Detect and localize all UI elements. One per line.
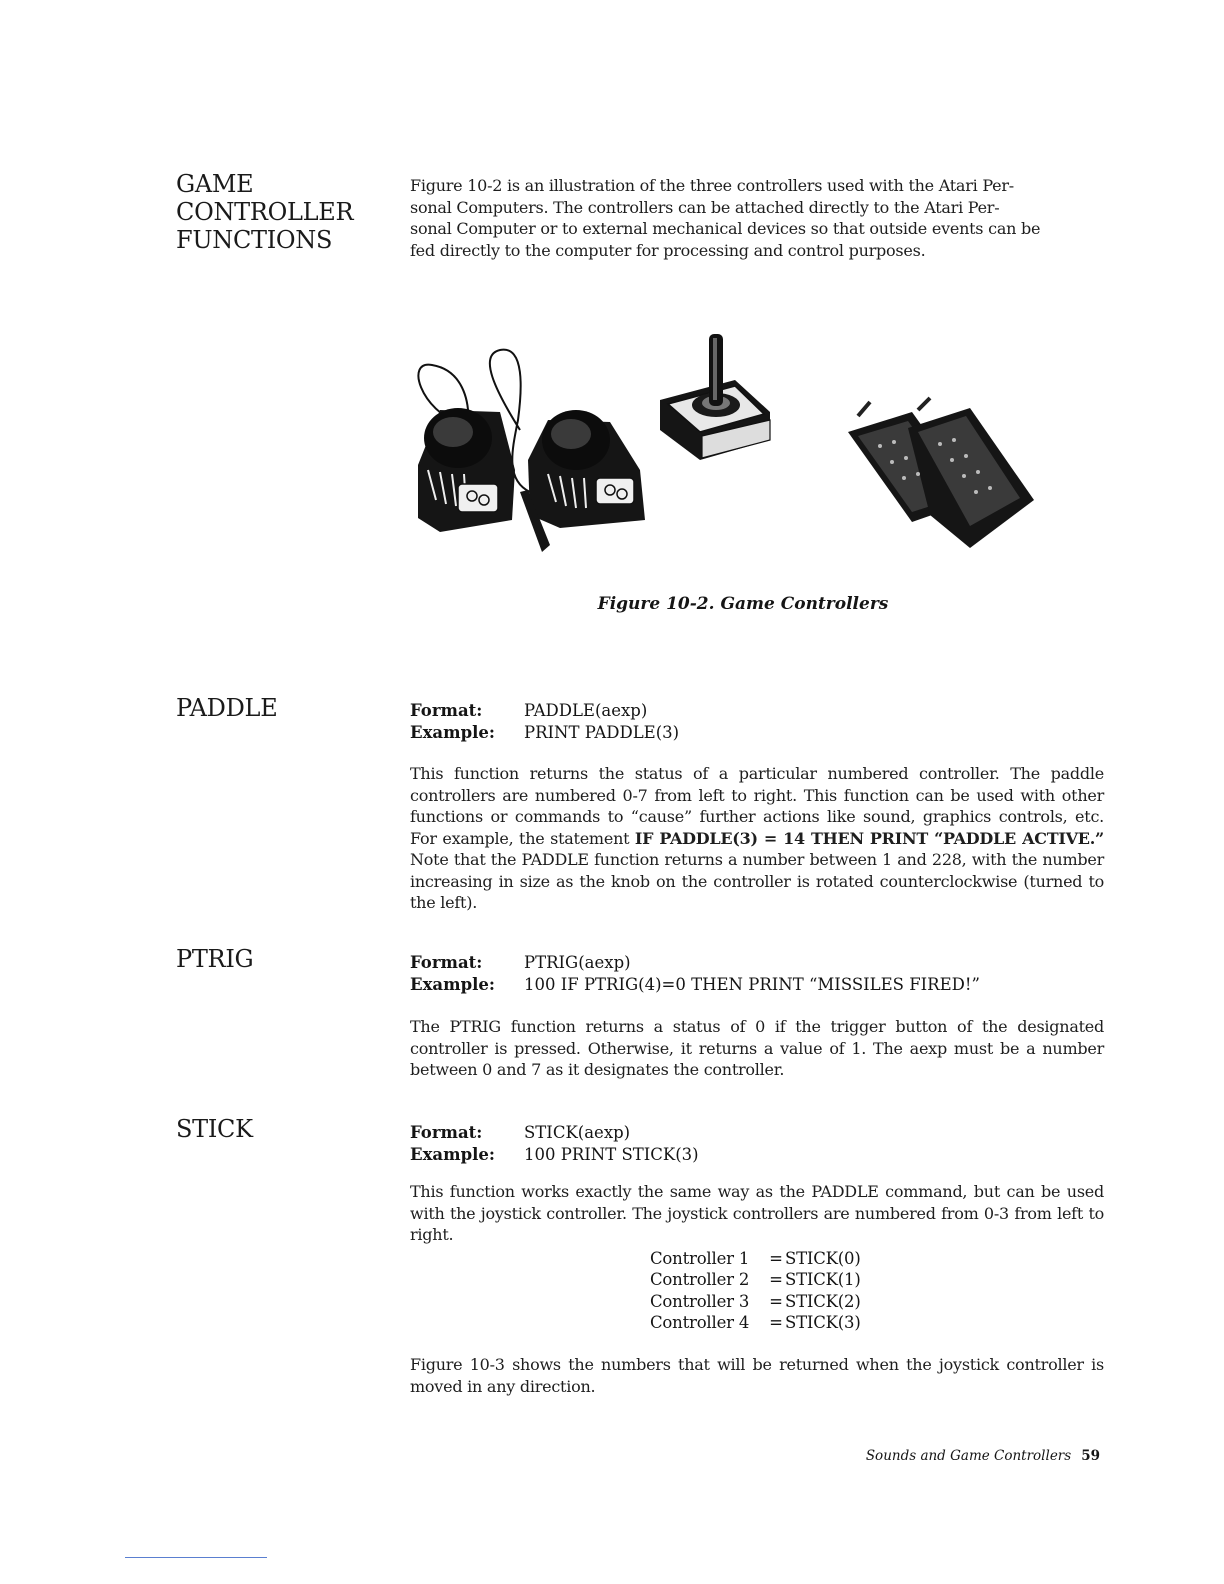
page-number: 59 [1081,1448,1100,1464]
stick-desc-text: This function works exactly the same way as the PADDLE command, but can be used with the joystick controller. The joystick controllers are numbered from 0-3 from left to right. [410,1182,1104,1244]
paddle-desc-text: This function returns the status of a particular numbered controller. The paddle controllers are numbered 0-7 from left to right. This function can be used with other functions or commands to “cause” further actions like sound, graphics controls, etc. For example, the statement [410,764,1104,848]
footer-title: Sounds and Game Controllers [865,1448,1072,1464]
equals-sign: = [769,1270,783,1290]
table-row [650,1291,861,1312]
equals-sign: = [769,1249,783,1268]
section-heading-ptrig: PTRIG [176,945,254,973]
example-value: 100 PRINT STICK(3) [524,1145,699,1164]
stick-closing-paragraph [410,1354,1104,1397]
controller-label: Controller 1 [650,1249,750,1268]
intro-line: fed directly to the computer for processing and control purposes. [410,240,926,260]
heading-line: FUNCTIONS [176,226,333,254]
heading-line: CONTROLLER [176,198,354,226]
ptrig-description [410,1016,1104,1081]
paddle-controller-icon [520,410,645,552]
joystick-controller-icon [660,334,770,460]
intro-line: sonal Computer or to external mechanical devices so that outside events can be [410,219,1041,238]
ptrig-desc-text: The PTRIG function returns a status of 0 if the trigger button of the designated controller is pressed. Otherwise, it returns a value of 1. The aexp must be a number between 0 and 7 as it designates the controller. [410,1017,1104,1079]
intro-line: Figure 10-2 is an illustration of the three controllers used with the Atari Per- [410,176,1014,195]
controller-label: Controller 4 [650,1312,750,1332]
format-label: Format: [410,953,483,972]
ptrig-format [410,952,1104,995]
controller-stick-table [650,1248,861,1333]
section-heading-stick: STICK [176,1115,253,1143]
format-label: Format: [410,1123,483,1142]
heading-line: GAME [176,170,254,198]
paddle-description [410,763,1104,914]
keypad-controller-icon [848,398,1034,548]
page-footer [866,1448,1100,1464]
equals-sign: = [769,1291,783,1311]
section-heading-paddle: PADDLE [176,694,278,722]
equals-sign: = [769,1312,783,1332]
example-value: PRINT PADDLE(3) [524,723,680,742]
controller-label: Controller 2 [650,1270,750,1290]
paddle-format [410,700,1104,743]
example-value: 100 IF PTRIG(4)=0 THEN PRINT “MISSILES FIRED!” [524,975,980,994]
example-label: Example: [410,975,495,994]
format-value: PADDLE(aexp) [524,701,648,720]
format-label: Format: [410,701,483,720]
stick-value: STICK(0) [785,1249,861,1268]
stick-value: STICK(3) [785,1312,861,1332]
example-label: Example: [410,723,495,742]
stick-closing-text: Figure 10-3 shows the numbers that will be returned when the joystick controller is moved in any direction. [410,1355,1104,1396]
table-row [650,1248,861,1269]
format-value: PTRIG(aexp) [524,953,631,972]
paddle-desc-bold: IF PADDLE(3) = 14 THEN PRINT “PADDLE ACTIVE.” [634,828,1105,848]
table-row [650,1269,861,1290]
example-label: Example: [410,1145,495,1164]
stick-value: STICK(1) [785,1270,861,1290]
stick-description [410,1181,1104,1246]
paddle-controller-icon [418,408,515,532]
stick-value: STICK(2) [785,1291,861,1311]
figure-caption: Figure 10-2. Game Controllers [597,594,889,614]
margin-line [125,1557,267,1558]
paddle-desc-text: Note that the PADDLE function returns a number between 1 and 228, with the number increasing in size as the knob on the controller is rotated counterclockwise (turned to the left). [410,850,1104,912]
format-value: STICK(aexp) [524,1123,631,1142]
table-row [650,1312,861,1333]
stick-format [410,1122,1104,1165]
intro-line: sonal Computers. The controllers can be attached directly to the Atari Per- [410,197,1000,217]
controller-label: Controller 3 [650,1291,750,1311]
